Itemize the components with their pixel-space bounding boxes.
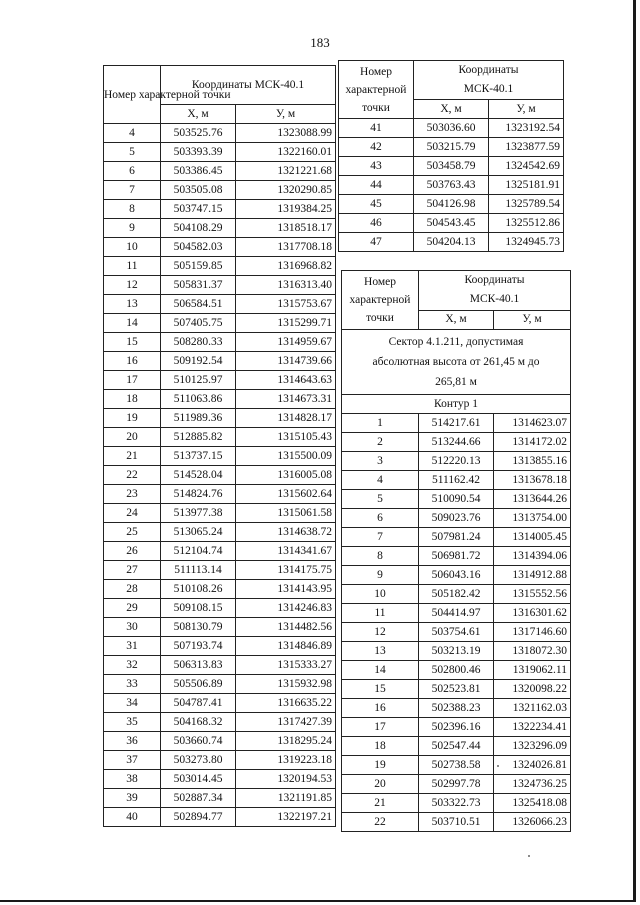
point-number-cell: 6 (342, 509, 419, 528)
point-number-cell: 2 (342, 433, 419, 452)
point-number-cell: 33 (104, 675, 161, 694)
table-row (342, 566, 571, 585)
y-coordinate-cell: 1314638.72 (236, 523, 336, 542)
x-coordinate-cell: 503322.73 (419, 794, 494, 813)
point-number-cell: 17 (104, 371, 161, 390)
y-coordinate-cell: 1317146.60 (494, 623, 571, 642)
x-coordinate-cell: 503754.61 (419, 623, 494, 642)
table-row (342, 642, 571, 661)
table-row (104, 390, 336, 409)
table-row (104, 295, 336, 314)
x-coordinate-cell: 502388.23 (419, 699, 494, 718)
x-coordinate-cell: 502547.44 (419, 737, 494, 756)
table-row (342, 661, 571, 680)
y-coordinate-cell: 1315061.58 (236, 504, 336, 523)
table-row (104, 314, 336, 333)
point-number-cell: 8 (342, 547, 419, 566)
y-coordinate-cell: 1313855.16 (494, 452, 571, 471)
point-number-cell: 32 (104, 656, 161, 675)
x-coordinate-cell: 503505.08 (161, 181, 236, 200)
y-coordinate-cell: 1320098.22 (494, 680, 571, 699)
x-coordinate-cell: 502894.77 (161, 808, 236, 827)
table-row (342, 414, 571, 433)
x-coordinate-cell: 504414.97 (419, 604, 494, 623)
y-coordinate-cell: 1317708.18 (236, 238, 336, 257)
point-number-cell: 9 (342, 566, 419, 585)
x-coordinate-cell: 508130.79 (161, 618, 236, 637)
x-coordinate-cell: 506584.51 (161, 295, 236, 314)
point-number-cell: 30 (104, 618, 161, 637)
x-coordinate-cell: 510125.97 (161, 371, 236, 390)
table-row (342, 813, 571, 832)
y-coordinate-cell: 1314828.17 (236, 409, 336, 428)
table-row (104, 333, 336, 352)
point-number-cell: 7 (104, 181, 161, 200)
y-coordinate-cell: 1314246.83 (236, 599, 336, 618)
point-number-cell: 47 (339, 233, 414, 252)
x-coordinate-cell: 506313.83 (161, 656, 236, 675)
point-number-cell: 31 (104, 637, 161, 656)
x-coordinate-cell: 502800.46 (419, 661, 494, 680)
table-row (104, 656, 336, 675)
y-coordinate-cell: 1315105.43 (236, 428, 336, 447)
table-row (342, 680, 571, 699)
x-coordinate-cell: 508280.33 (161, 333, 236, 352)
y-coordinate-cell: 1315333.27 (236, 656, 336, 675)
point-number-cell: 44 (339, 176, 414, 195)
y-coordinate-cell: 1321221.68 (236, 162, 336, 181)
x-coordinate-cell: 502997.78 (419, 775, 494, 794)
point-number-cell: 13 (104, 295, 161, 314)
y-coordinate-cell: 1316313.40 (236, 276, 336, 295)
point-number-cell: 12 (104, 276, 161, 295)
table-row (104, 599, 336, 618)
y-coordinate-cell: 1325512.86 (489, 214, 564, 233)
y-coordinate-cell: 1316968.82 (236, 257, 336, 276)
point-number-cell: 20 (342, 775, 419, 794)
table-row (339, 233, 564, 252)
point-number-cell: 26 (104, 542, 161, 561)
y-coordinate-cell: 1319062.11 (494, 661, 571, 680)
y-coordinate-cell: 1323877.59 (489, 138, 564, 157)
table-row (342, 794, 571, 813)
coordinates-table-left (103, 65, 336, 827)
x-coordinate-cell: 512220.13 (419, 452, 494, 471)
y-coordinate-cell: 1315602.64 (236, 485, 336, 504)
x-coordinate-cell: 503014.45 (161, 770, 236, 789)
point-number-cell: 28 (104, 580, 161, 599)
x-coordinate-cell: 504582.03 (161, 238, 236, 257)
table-row (104, 561, 336, 580)
x-coordinate-cell: 514824.76 (161, 485, 236, 504)
table-row (104, 447, 336, 466)
header-coordinates: Координаты МСК-40.1 (161, 66, 336, 105)
point-number-cell: 5 (342, 490, 419, 509)
y-coordinate-cell: 1315753.67 (236, 295, 336, 314)
table-row (342, 756, 571, 775)
table-row (342, 718, 571, 737)
table-row (342, 699, 571, 718)
table-row (104, 751, 336, 770)
point-number-cell: 18 (342, 737, 419, 756)
point-number-cell: 21 (342, 794, 419, 813)
point-number-cell: 34 (104, 694, 161, 713)
point-number-cell: 46 (339, 214, 414, 233)
table-row (104, 789, 336, 808)
table-row (104, 504, 336, 523)
contour-label: Контур 1 (342, 395, 571, 414)
point-number-cell: 36 (104, 732, 161, 751)
table-row (104, 200, 336, 219)
table-row (104, 124, 336, 143)
y-coordinate-cell: 1326066.23 (494, 813, 571, 832)
x-coordinate-cell: 510108.26 (161, 580, 236, 599)
table-row (104, 694, 336, 713)
header-coordinates: Координаты МСК-40.1 (419, 271, 571, 311)
table-row (104, 637, 336, 656)
table-row (104, 580, 336, 599)
point-number-cell: 23 (104, 485, 161, 504)
y-coordinate-cell: 1313678.18 (494, 471, 571, 490)
y-coordinate-cell: 1317427.39 (236, 713, 336, 732)
y-coordinate-cell: 1314341.67 (236, 542, 336, 561)
table-row (339, 157, 564, 176)
point-number-cell: 10 (342, 585, 419, 604)
table-row (104, 428, 336, 447)
header-x: X, м (419, 310, 494, 329)
table-body (339, 119, 564, 252)
y-coordinate-cell: 1314143.95 (236, 580, 336, 599)
y-coordinate-cell: 1322160.01 (236, 143, 336, 162)
x-coordinate-cell: 509023.76 (419, 509, 494, 528)
table-row (104, 181, 336, 200)
table-row (104, 542, 336, 561)
point-number-cell: 12 (342, 623, 419, 642)
table-row (342, 623, 571, 642)
sector-description: Сектор 4.1.211, допустимая абсолютная высота от 261,45 м до 265,81 м (342, 330, 571, 395)
point-number-cell: 4 (342, 471, 419, 490)
point-number-cell: 37 (104, 751, 161, 770)
x-coordinate-cell: 502738.58 (419, 756, 494, 775)
point-number-cell: 15 (342, 680, 419, 699)
point-number-cell: 40 (104, 808, 161, 827)
y-coordinate-cell: 1315932.98 (236, 675, 336, 694)
x-coordinate-cell: 513977.38 (161, 504, 236, 523)
x-coordinate-cell: 513065.24 (161, 523, 236, 542)
table-row (104, 713, 336, 732)
table-row (104, 371, 336, 390)
x-coordinate-cell: 505159.85 (161, 257, 236, 276)
header-point-number: Номер характерной точки (342, 271, 419, 330)
x-coordinate-cell: 504543.45 (414, 214, 489, 233)
x-coordinate-cell: 511113.14 (161, 561, 236, 580)
table-row (339, 195, 564, 214)
x-coordinate-cell: 509192.54 (161, 352, 236, 371)
table-row (104, 162, 336, 181)
x-coordinate-cell: 511162.42 (419, 471, 494, 490)
x-coordinate-cell: 507193.74 (161, 637, 236, 656)
coordinates-table-right-top (338, 60, 564, 252)
x-coordinate-cell: 505831.37 (161, 276, 236, 295)
table-row (104, 257, 336, 276)
point-number-cell: 21 (104, 447, 161, 466)
table-row (104, 352, 336, 371)
y-coordinate-cell: 1324026.81 (494, 756, 571, 775)
point-number-cell: 11 (342, 604, 419, 623)
table-row (104, 219, 336, 238)
y-coordinate-cell: 1319223.18 (236, 751, 336, 770)
table-row (342, 471, 571, 490)
y-coordinate-cell: 1320194.53 (236, 770, 336, 789)
table-row (339, 138, 564, 157)
y-coordinate-cell: 1313754.00 (494, 509, 571, 528)
point-number-cell: 27 (104, 561, 161, 580)
table-row (342, 775, 571, 794)
x-coordinate-cell: 503386.45 (161, 162, 236, 181)
x-coordinate-cell: 503660.74 (161, 732, 236, 751)
y-coordinate-cell: 1325789.54 (489, 195, 564, 214)
x-coordinate-cell: 503710.51 (419, 813, 494, 832)
x-coordinate-cell: 502523.81 (419, 680, 494, 699)
table-row (104, 466, 336, 485)
x-coordinate-cell: 503525.76 (161, 124, 236, 143)
x-coordinate-cell: 507405.75 (161, 314, 236, 333)
y-coordinate-cell: 1314739.66 (236, 352, 336, 371)
y-coordinate-cell: 1314172.02 (494, 433, 571, 452)
table-row (104, 238, 336, 257)
y-coordinate-cell: 1314846.89 (236, 637, 336, 656)
point-number-cell: 41 (339, 119, 414, 138)
point-number-cell: 19 (342, 756, 419, 775)
y-coordinate-cell: 1325418.08 (494, 794, 571, 813)
x-coordinate-cell: 510090.54 (419, 490, 494, 509)
point-number-cell: 45 (339, 195, 414, 214)
x-coordinate-cell: 504126.98 (414, 195, 489, 214)
y-coordinate-cell: 1322197.21 (236, 808, 336, 827)
y-coordinate-cell: 1319384.25 (236, 200, 336, 219)
point-number-cell: 1 (342, 414, 419, 433)
y-coordinate-cell: 1314912.88 (494, 566, 571, 585)
table-row (104, 770, 336, 789)
x-coordinate-cell: 503036.60 (414, 119, 489, 138)
point-number-cell: 14 (342, 661, 419, 680)
y-coordinate-cell: 1318518.17 (236, 219, 336, 238)
point-number-cell: 18 (104, 390, 161, 409)
point-number-cell: 43 (339, 157, 414, 176)
x-coordinate-cell: 503215.79 (414, 138, 489, 157)
header-x: X, м (414, 100, 489, 119)
x-coordinate-cell: 514217.61 (419, 414, 494, 433)
page-number: 183 (310, 35, 330, 50)
y-coordinate-cell: 1314673.31 (236, 390, 336, 409)
x-coordinate-cell: 514528.04 (161, 466, 236, 485)
point-number-cell: 14 (104, 314, 161, 333)
y-coordinate-cell: 1314623.07 (494, 414, 571, 433)
y-coordinate-cell: 1315500.09 (236, 447, 336, 466)
point-number-cell: 4 (104, 124, 161, 143)
table-row (342, 585, 571, 604)
y-coordinate-cell: 1318295.24 (236, 732, 336, 751)
y-coordinate-cell: 1315299.71 (236, 314, 336, 333)
coordinates-table-right-bottom (341, 270, 571, 832)
y-coordinate-cell: 1314482.56 (236, 618, 336, 637)
point-number-cell: 38 (104, 770, 161, 789)
y-coordinate-cell: 1318072.30 (494, 642, 571, 661)
x-coordinate-cell: 512885.82 (161, 428, 236, 447)
table-row (104, 732, 336, 751)
point-number-cell: 10 (104, 238, 161, 257)
x-coordinate-cell: 506981.72 (419, 547, 494, 566)
y-coordinate-cell: 1323088.99 (236, 124, 336, 143)
point-number-cell: 15 (104, 333, 161, 352)
y-coordinate-cell: 1325181.91 (489, 176, 564, 195)
x-coordinate-cell: 503747.15 (161, 200, 236, 219)
y-coordinate-cell: 1324542.69 (489, 157, 564, 176)
x-coordinate-cell: 512104.74 (161, 542, 236, 561)
y-coordinate-cell: 1314643.63 (236, 371, 336, 390)
y-coordinate-cell: 1324945.73 (489, 233, 564, 252)
table-row (104, 276, 336, 295)
x-coordinate-cell: 505506.89 (161, 675, 236, 694)
table-row (342, 509, 571, 528)
y-coordinate-cell: 1316005.08 (236, 466, 336, 485)
x-coordinate-cell: 504204.13 (414, 233, 489, 252)
table-row (104, 523, 336, 542)
x-coordinate-cell: 504168.32 (161, 713, 236, 732)
y-coordinate-cell: 1315552.56 (494, 585, 571, 604)
y-coordinate-cell: 1323192.54 (489, 119, 564, 138)
point-number-cell: 22 (104, 466, 161, 485)
point-number-cell: 19 (104, 409, 161, 428)
table-row (342, 452, 571, 471)
x-coordinate-cell: 511989.36 (161, 409, 236, 428)
table-row (342, 433, 571, 452)
header-y: У, м (236, 105, 336, 124)
table-row (104, 675, 336, 694)
y-coordinate-cell: 1321191.85 (236, 789, 336, 808)
table-row (104, 485, 336, 504)
table-row (104, 143, 336, 162)
y-coordinate-cell: 1314175.75 (236, 561, 336, 580)
x-coordinate-cell: 502887.34 (161, 789, 236, 808)
header-y: У, м (494, 310, 571, 329)
point-number-cell: 24 (104, 504, 161, 523)
x-coordinate-cell: 502396.16 (419, 718, 494, 737)
table-row (342, 528, 571, 547)
y-coordinate-cell: 1316635.22 (236, 694, 336, 713)
scan-speck (528, 855, 530, 857)
header-point-number: Номер характерной точки (104, 66, 161, 124)
table-row (104, 409, 336, 428)
scan-speck (497, 765, 499, 767)
x-coordinate-cell: 507981.24 (419, 528, 494, 547)
point-number-cell: 39 (104, 789, 161, 808)
point-number-cell: 3 (342, 452, 419, 471)
x-coordinate-cell: 503273.80 (161, 751, 236, 770)
x-coordinate-cell: 513244.66 (419, 433, 494, 452)
point-number-cell: 16 (342, 699, 419, 718)
point-number-cell: 6 (104, 162, 161, 181)
point-number-cell: 42 (339, 138, 414, 157)
x-coordinate-cell: 506043.16 (419, 566, 494, 585)
table-row (342, 490, 571, 509)
x-coordinate-cell: 503458.79 (414, 157, 489, 176)
point-number-cell: 5 (104, 143, 161, 162)
point-number-cell: 20 (104, 428, 161, 447)
point-number-cell: 22 (342, 813, 419, 832)
y-coordinate-cell: 1324736.25 (494, 775, 571, 794)
point-number-cell: 35 (104, 713, 161, 732)
table-row (339, 214, 564, 233)
point-number-cell: 29 (104, 599, 161, 618)
y-coordinate-cell: 1321162.03 (494, 699, 571, 718)
table-row (342, 737, 571, 756)
x-coordinate-cell: 511063.86 (161, 390, 236, 409)
x-coordinate-cell: 505182.42 (419, 585, 494, 604)
point-number-cell: 17 (342, 718, 419, 737)
table-row (342, 547, 571, 566)
y-coordinate-cell: 1314394.06 (494, 547, 571, 566)
table-row (342, 604, 571, 623)
x-coordinate-cell: 509108.15 (161, 599, 236, 618)
point-number-cell: 8 (104, 200, 161, 219)
header-x: X, м (161, 105, 236, 124)
x-coordinate-cell: 503393.39 (161, 143, 236, 162)
x-coordinate-cell: 503213.19 (419, 642, 494, 661)
point-number-cell: 7 (342, 528, 419, 547)
y-coordinate-cell: 1322234.41 (494, 718, 571, 737)
y-coordinate-cell: 1320290.85 (236, 181, 336, 200)
x-coordinate-cell: 503763.43 (414, 176, 489, 195)
table-row (104, 808, 336, 827)
point-number-cell: 13 (342, 642, 419, 661)
table-body (342, 330, 571, 832)
point-number-cell: 16 (104, 352, 161, 371)
point-number-cell: 9 (104, 219, 161, 238)
table-row (104, 618, 336, 637)
point-number-cell: 11 (104, 257, 161, 276)
header-y: У, м (489, 100, 564, 119)
x-coordinate-cell: 513737.15 (161, 447, 236, 466)
point-number-cell: 25 (104, 523, 161, 542)
y-coordinate-cell: 1316301.62 (494, 604, 571, 623)
y-coordinate-cell: 1313644.26 (494, 490, 571, 509)
x-coordinate-cell: 504108.29 (161, 219, 236, 238)
y-coordinate-cell: 1314959.67 (236, 333, 336, 352)
table-row (339, 176, 564, 195)
header-coordinates: Координаты МСК-40.1 (414, 61, 564, 100)
y-coordinate-cell: 1314005.45 (494, 528, 571, 547)
table-row (339, 119, 564, 138)
y-coordinate-cell: 1323296.09 (494, 737, 571, 756)
table-body (104, 124, 336, 827)
header-point-number: Номер характерной точки (339, 61, 414, 119)
x-coordinate-cell: 504787.41 (161, 694, 236, 713)
